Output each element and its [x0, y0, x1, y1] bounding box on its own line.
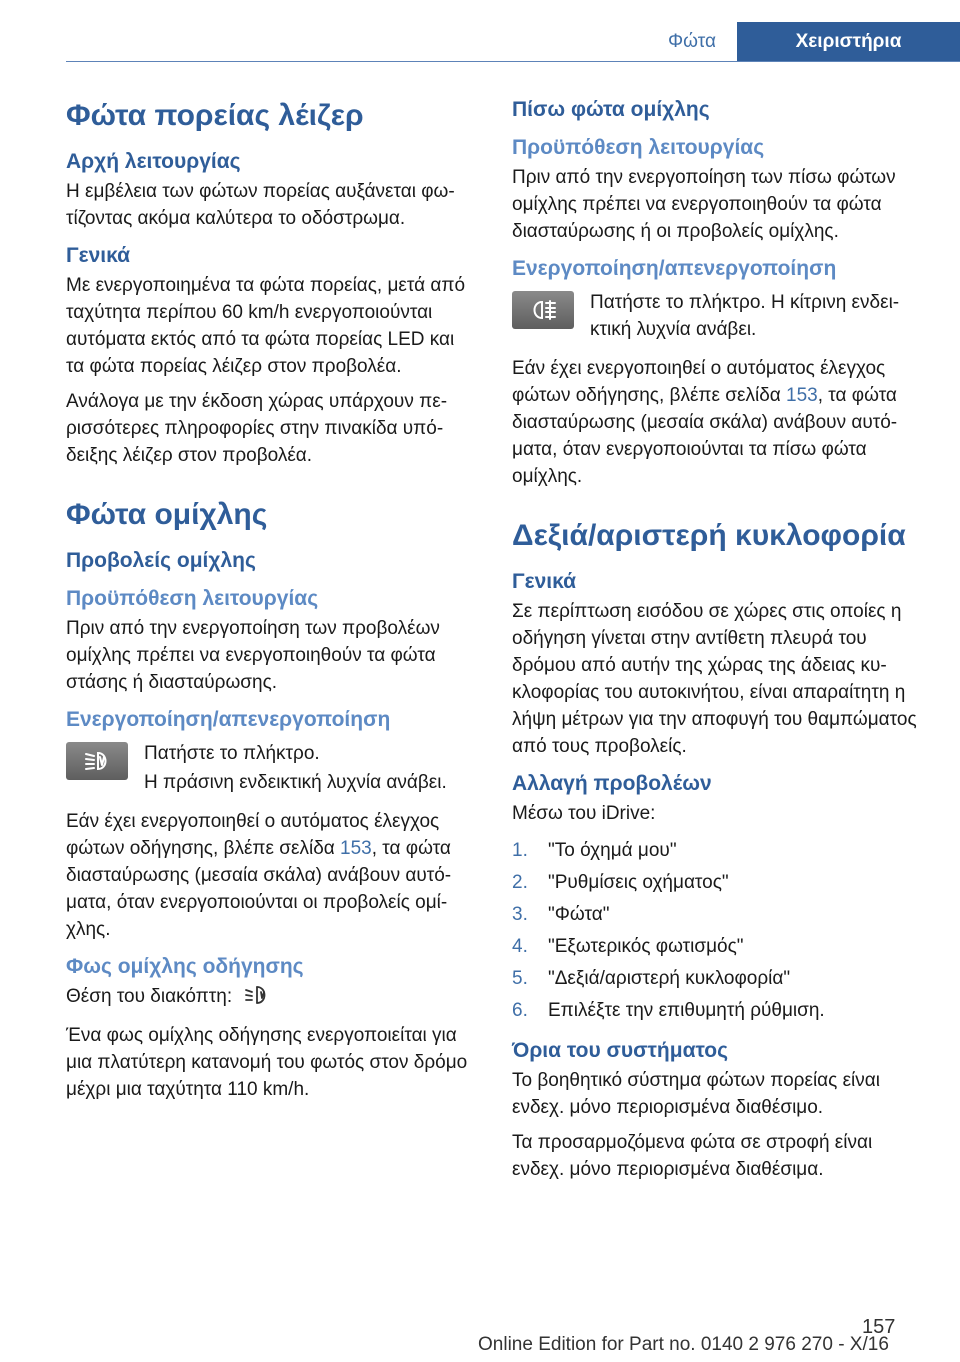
rear-fog-switch-heading: Ενεργοποίηση/απενεργοποίηση: [512, 257, 837, 280]
rear-fog-button-row: [512, 289, 922, 345]
front-fog-button-icon: [66, 742, 128, 780]
drive-fog-switch-position: Θέση του διακόπτη:: [66, 983, 476, 1014]
front-fog-button-text-1: Πατήστε το πλήκτρο.: [144, 743, 320, 764]
front-fog-switch-heading: Ενεργοποίηση/απενεργοποίηση: [66, 708, 391, 731]
section-tab: Φώτα: [668, 31, 716, 52]
limits-heading: Όρια του συστήματος: [512, 1039, 729, 1062]
drive-fog-text: Ένα φως ομίχλης οδήγησης ενεργοποιείται για μια πλατύτερη κατανομή του φωτός στον δρόμο μέχρι μια ταχύτητα 110 km/h.: [66, 1025, 468, 1100]
list-item: 4. "Εξωτερικός φωτισμός": [512, 936, 744, 957]
laser-lights-title: Φώτα πορείας λέιζερ: [66, 99, 364, 132]
rear-fog-button-text: Πατήστε το πλήκτρο. Η κίτρινη ενδεικτική λυχνία ανάβει.: [590, 292, 900, 340]
rear-fog-heading: Πίσω φώτα ομίχλης: [512, 98, 710, 121]
page-ref-link[interactable]: 153: [786, 385, 818, 406]
front-fog-prereq-text: Πριν από την ενεργοποίηση των προβολέων ομίχλης πρέπει να ενεργοποιηθούν τα φώτα στάσης ή διασταύρωσης.: [66, 618, 440, 693]
fog-light-switch-icon: [243, 984, 273, 1014]
laser-general-heading: Γενικά: [66, 244, 131, 267]
list-item: 2. "Ρυθμίσεις οχήματος": [512, 872, 729, 893]
rear-fog-auto-text: Εάν έχει ενεργοποιηθεί ο αυτόματος έλεγχος φώτων οδήγησης, βλέπε σελίδα 153, τα φώτα διασταύρωσης (μεσαία σκάλα) ανάβουν αυτόματα, όταν ενεργοποιούνται τα πίσω φώτα ομίχλης.: [512, 358, 898, 487]
traffic-general-heading: Γενικά: [512, 570, 577, 593]
rear-fog-button-icon: [512, 291, 574, 329]
front-fog-auto-text: Εάν έχει ενεργοποιηθεί ο αυτόματος έλεγχος φώτων οδήγησης, βλέπε σελίδα 153, τα φώτα διασταύρωσης (μεσαία σκάλα) ανάβουν αυτόματα, όταν ενεργοποιούνται οι προβολείς ομίχλης.: [66, 811, 452, 940]
laser-principle-text: Η εμβέλεια των φώτων πορείας αυξάνεται φωτίζοντας ακόμα καλύτερα το οδόστρωμα.: [66, 181, 455, 229]
chapter-tab: Χειριστήρια: [737, 22, 960, 62]
list-item: 1. "Το όχημά μου": [512, 840, 677, 861]
traffic-title: Δεξιά/αριστερή κυκλοφορία: [512, 519, 906, 552]
idrive-steps-list: [512, 835, 922, 1027]
rear-fog-prereq-text: Πριν από την ενεργοποίηση των πίσω φώτων ομίχλης πρέπει να ενεργοποιηθούν τα φώτα διασταύρωσης ή οι προβολείς ομίχλης.: [512, 167, 896, 242]
headlight-change-via: Μέσω του iDrive:: [512, 803, 656, 824]
right-column: [512, 96, 922, 1191]
front-fog-prereq-heading: Προϋπόθεση λειτουργίας: [66, 587, 319, 610]
front-fog-heading: Προβολείς ομίχλης: [66, 549, 256, 572]
list-item: 3. "Φώτα": [512, 904, 610, 925]
list-item: 6. Επιλέξτε την επιθυμητή ρύθμιση.: [512, 1000, 825, 1021]
laser-general-text-1: Με ενεργοποιημένα τα φώτα πορείας, μετά από ταχύτητα περίπου 60 km/h ενεργοποιούνται αυτόματα εκτός από τα φώτα πορείας LED και τα φώτα πορείας λέιζερ στον προβολέα.: [66, 275, 466, 377]
page-number: 157: [862, 1316, 896, 1338]
edition-footer: Online Edition for Part no. 0140 2 976 270 - X/16: [478, 1334, 889, 1355]
limits-text-1: Το βοηθητικό σύστημα φώτων πορείας είναι ενδεχ. μόνο περιορισμένα διαθέσιμο.: [512, 1070, 880, 1118]
left-column: [66, 96, 476, 1111]
headlight-change-heading: Αλλαγή προβολέων: [512, 772, 712, 795]
front-fog-button-text-2: Η πράσινη ενδεικτική λυχνία ανάβει.: [144, 772, 447, 793]
header-rule: [66, 61, 960, 62]
page-header: [0, 0, 960, 62]
drive-fog-heading: Φως ομίχλης οδήγησης: [66, 955, 304, 978]
laser-principle-heading: Αρχή λειτουργίας: [66, 150, 241, 173]
rear-fog-prereq-heading: Προϋπόθεση λειτουργίας: [512, 136, 765, 159]
traffic-general-text: Σε περίπτωση εισόδου σε χώρες στις οποίες η οδήγηση γίνεται στην αντίθετη πλευρά του δρόμου από αυτήν της χώρας της άδειας κυκλοφορίας του αυτοκινήτου, είναι απαραίτητη η λήψη μέτρων για την αποφυγή του θαμπώματος από τους προβολείς.: [512, 601, 917, 757]
limits-text-2: Τα προσαρμοζόμενα φώτα σε στροφή είναι ενδεχ. μόνο περιορισμένα διαθέσιμα.: [512, 1132, 873, 1180]
list-item: 5. "Δεξιά/αριστερή κυκλοφορία": [512, 968, 791, 989]
fog-lights-title: Φώτα ομίχλης: [66, 498, 268, 531]
front-fog-button-row: [66, 740, 476, 798]
page-ref-link[interactable]: 153: [340, 838, 372, 859]
laser-general-text-2: Ανάλογα με την έκδοση χώρας υπάρχουν περισσότερες πληροφορίες στην πινακίδα υπόδειξης λέιζερ στον προβολέα.: [66, 391, 448, 466]
